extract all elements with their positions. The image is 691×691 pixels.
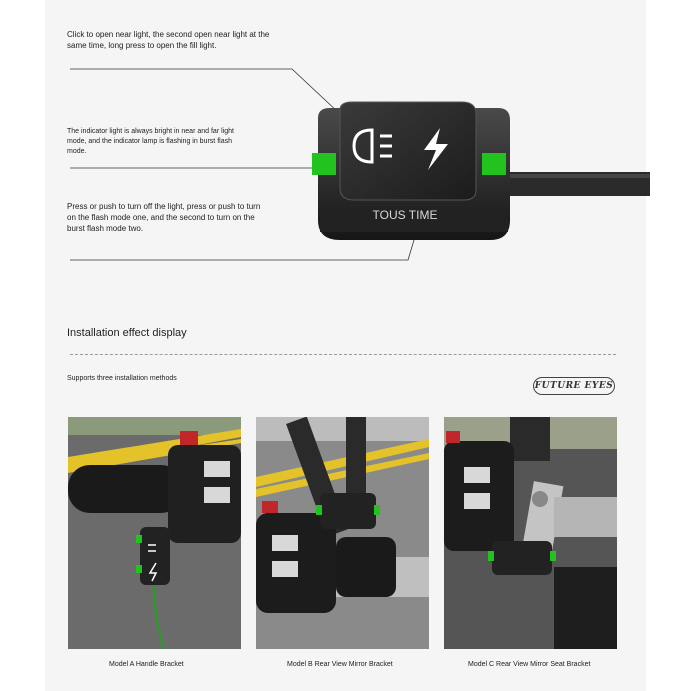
section-subtitle: Supports three installation methods — [67, 375, 177, 382]
right-indicator-light — [482, 153, 506, 175]
flash-mode-description: Press or push to turn off the light, press or push to turn on the flash mode one, and the second to turn on the burst flash mode two. — [67, 202, 261, 233]
model-a-photo — [68, 417, 241, 649]
left-indicator-light — [312, 153, 336, 175]
indicator-description: The indicator light is always bright in near and far light mode, and the indicator lamp is flashing in burst flash mode. — [67, 128, 234, 155]
model-b-caption: Model B Rear View Mirror Bracket — [287, 661, 393, 668]
switch-brand-text: TOUS TIME — [372, 208, 438, 222]
near-light-description: Click to open near light, the second open near light at the same time, long press to open the fill light. — [67, 30, 270, 50]
switch-product-image — [300, 100, 650, 250]
section-divider — [70, 354, 616, 355]
model-a-caption: Model A Handle Bracket — [109, 661, 184, 668]
model-c-caption: Model C Rear View Mirror Seat Bracket — [468, 661, 591, 668]
model-b-photo — [256, 417, 429, 649]
section-title: Installation effect display — [67, 327, 187, 339]
brand-logo: FUTURE EYES — [533, 377, 615, 395]
model-c-photo — [444, 417, 617, 649]
